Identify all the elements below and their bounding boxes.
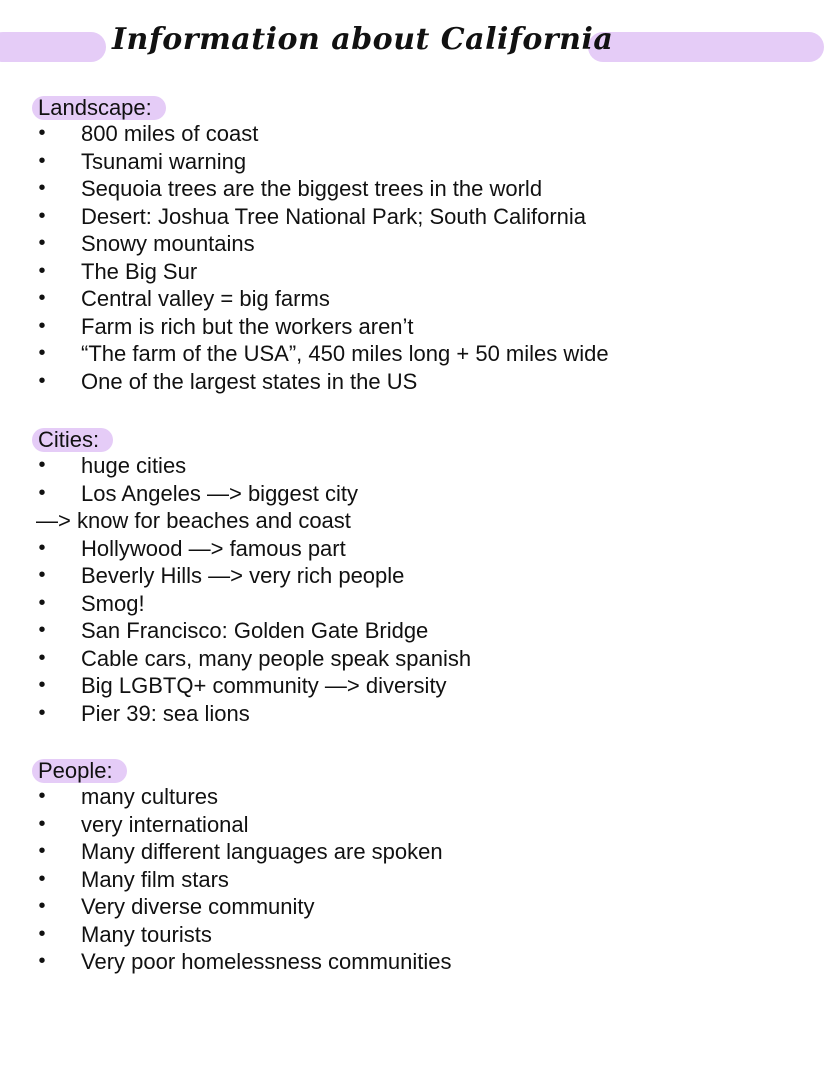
bullet-icon: • [38, 922, 46, 945]
list-item [0, 893, 828, 921]
item-list [0, 120, 828, 395]
list-item [0, 507, 828, 535]
list-item-text: —> know for beaches and coast [36, 508, 351, 533]
title-highlight-right [588, 32, 824, 62]
section-heading: Cities: [32, 428, 113, 452]
list-item [0, 340, 828, 368]
bullet-icon: • [38, 342, 46, 364]
list-item [0, 617, 828, 645]
list-item-text: Tsunami warning [81, 148, 247, 174]
list-item-text: Los Angeles —> biggest city [81, 480, 358, 506]
list-item [0, 535, 828, 563]
page-title: Information about California [112, 22, 614, 57]
list-item [0, 203, 828, 231]
list-item-text: Snowy mountains [81, 231, 255, 256]
bullet-icon: • [38, 895, 46, 917]
bullet-icon: • [38, 287, 46, 309]
bullet-icon: • [38, 840, 46, 862]
list-item [0, 148, 828, 176]
list-item-text: Sequoia trees are the biggest trees in the world [81, 176, 543, 201]
bullet-icon: • [38, 701, 46, 724]
list-item-text: The Big Sur [81, 258, 198, 284]
list-item [0, 368, 828, 396]
list-item [0, 562, 828, 590]
list-item-text: Hollywood —> famous part [81, 535, 346, 561]
list-item-text: Many tourists [81, 921, 212, 947]
bullet-icon: • [38, 674, 46, 696]
list-item-text: Central valley = big farms [81, 286, 330, 311]
section-people [0, 759, 828, 976]
item-list [0, 783, 828, 976]
list-item-text: San Francisco: Golden Gate Bridge [81, 618, 429, 643]
bullet-icon: • [38, 950, 46, 972]
list-item-text: Big LGBTQ+ community —> diversity [81, 673, 447, 698]
list-item-text: Pier 39: sea lions [81, 700, 250, 726]
list-item [0, 590, 828, 618]
list-item-text: very international [81, 811, 249, 837]
list-item [0, 811, 828, 839]
list-item [0, 672, 828, 700]
list-item [0, 285, 828, 313]
list-item-text: Desert: Joshua Tree National Park; South California [81, 203, 587, 229]
bullet-icon: • [38, 619, 46, 641]
bullet-icon: • [38, 785, 46, 807]
list-item [0, 645, 828, 673]
list-item-text: “The farm of the USA”, 450 miles long + 50 miles wide [81, 341, 609, 366]
list-item-text: Many different languages are spoken [81, 839, 443, 864]
section-landscape [0, 96, 828, 395]
list-item [0, 313, 828, 341]
bullet-icon: • [38, 867, 46, 890]
bullet-icon: • [38, 177, 46, 199]
list-item [0, 258, 828, 286]
title-row [0, 20, 828, 76]
list-item-text: Very poor homelessness communities [81, 949, 452, 974]
bullet-icon: • [38, 122, 46, 144]
bullet-icon: • [38, 454, 46, 476]
list-item [0, 866, 828, 894]
list-item [0, 948, 828, 976]
list-item [0, 700, 828, 728]
bullet-icon: • [38, 259, 46, 282]
list-item [0, 921, 828, 949]
bullet-icon: • [38, 564, 46, 586]
list-item [0, 230, 828, 258]
list-item [0, 452, 828, 480]
list-item-text: huge cities [81, 453, 187, 478]
bullet-icon: • [38, 646, 46, 669]
list-item-text: Very diverse community [81, 894, 315, 919]
bullet-icon: • [38, 369, 46, 392]
list-item-text: many cultures [81, 784, 218, 809]
list-item-text: 800 miles of coast [81, 121, 259, 146]
bullet-icon: • [38, 481, 46, 504]
list-item [0, 175, 828, 203]
list-item [0, 120, 828, 148]
section-heading: Landscape: [32, 96, 166, 120]
list-item-text: Smog! [81, 590, 145, 616]
list-item [0, 480, 828, 508]
bullet-icon: • [38, 149, 46, 172]
list-item-text: Many film stars [81, 866, 229, 892]
item-list [0, 452, 828, 727]
bullet-icon: • [38, 204, 46, 227]
list-item [0, 838, 828, 866]
section-cities [0, 428, 828, 727]
bullet-icon: • [38, 812, 46, 835]
list-item [0, 783, 828, 811]
list-item-text: Cable cars, many people speak spanish [81, 645, 472, 671]
list-item-text: Beverly Hills —> very rich people [81, 563, 405, 588]
list-item-text: One of the largest states in the US [81, 368, 418, 394]
list-item-text: Farm is rich but the workers aren’t [81, 313, 414, 339]
bullet-icon: • [38, 591, 46, 614]
bullet-icon: • [38, 314, 46, 337]
section-heading: People: [32, 759, 127, 783]
bullet-icon: • [38, 232, 46, 254]
title-highlight-left [0, 32, 106, 62]
bullet-icon: • [38, 536, 46, 559]
